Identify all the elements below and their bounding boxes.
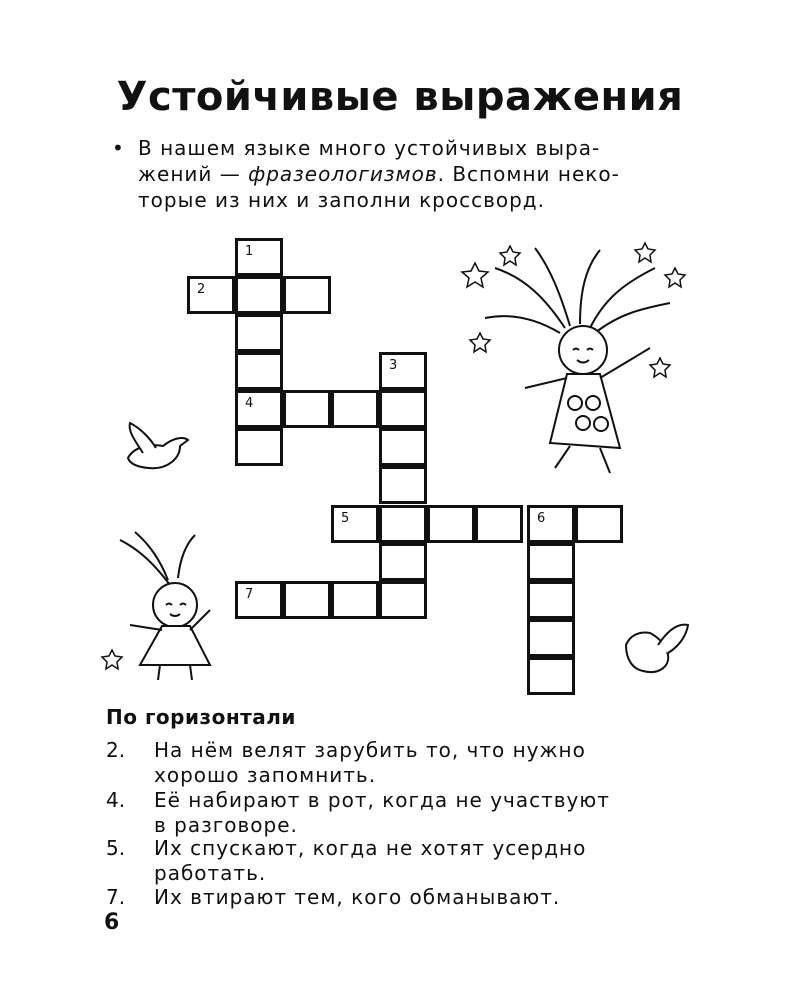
crossword-cell[interactable] [379,352,427,390]
crossword-cell[interactable] [283,276,331,314]
crossword-cell[interactable] [527,505,575,543]
section-heading-horizontal: По горизонтали [106,705,296,729]
clue-text: в разговоре. [154,813,298,837]
crossword-cell[interactable] [527,543,575,581]
bird-illustration [618,615,693,680]
crossword-cell[interactable] [427,505,475,543]
crossword-cell[interactable] [379,390,427,428]
crossword-cell[interactable] [331,581,379,619]
clue-number-1: 1 [245,244,254,259]
clue-number: 7. [106,885,126,909]
crossword-cell[interactable] [283,581,331,619]
crossword-cell[interactable] [187,276,235,314]
crossword-cell[interactable] [379,466,427,504]
clue-number: 4. [106,788,126,812]
crossword-cell[interactable] [379,428,427,466]
clue-number-7: 7 [245,587,254,602]
clue-number-2: 2 [197,282,206,297]
clue-text: Их спускают, когда не хотят усердно [154,836,587,860]
crossword-cell[interactable] [331,505,379,543]
clue-text: хорошо запомнить. [154,763,377,787]
crossword-cell[interactable] [283,390,331,428]
clue-number-4: 4 [245,396,254,411]
clue-number-3: 3 [389,358,398,373]
crossword-cell[interactable] [379,505,427,543]
clue-number-5: 5 [341,511,350,526]
crossword-cell[interactable] [235,276,283,314]
crossword-cell[interactable] [475,505,523,543]
crossword-cell[interactable] [527,657,575,695]
crossword-cell[interactable] [235,581,283,619]
intro-line-3: торые из них и заполни кроссворд. [138,188,545,212]
bird-illustration [118,418,193,478]
intro-italic-term: фразеологизмов [248,162,438,186]
crossword-cell[interactable] [235,390,283,428]
clue-number: 5. [106,836,126,860]
crossword-cell[interactable] [527,619,575,657]
crossword-cell[interactable] [235,352,283,390]
crossword-cell[interactable] [379,581,427,619]
girl-illustration [100,530,230,685]
clue-text: Их втирают тем, кого обманывают. [154,885,561,909]
page-title: Устойчивые выражения [116,74,684,120]
girl-with-stars-illustration [455,238,695,488]
clue-text: На нём велят зарубить то, что нужно [154,738,586,762]
clue-number-6: 6 [537,511,546,526]
intro-line-2 [138,160,620,188]
crossword-cell[interactable] [235,428,283,466]
crossword-cell[interactable] [575,505,623,543]
clue-text: Её набирают в рот, когда не участвуют [154,788,610,812]
crossword-cell[interactable] [379,543,427,581]
crossword-cell[interactable] [235,314,283,352]
clue-number: 2. [106,738,126,762]
crossword-cell[interactable] [527,581,575,619]
intro-line-1: В нашем языке много устойчивых выра- [138,136,601,160]
bullet: • [112,136,124,160]
intro-line-2-end: . Вспомни неко- [437,162,620,186]
crossword-cell[interactable] [235,238,283,276]
intro-line-2-start: жений — [138,162,249,186]
crossword-cell[interactable] [331,390,379,428]
clue-text: работать. [154,861,267,885]
page-number: 6 [104,910,120,935]
